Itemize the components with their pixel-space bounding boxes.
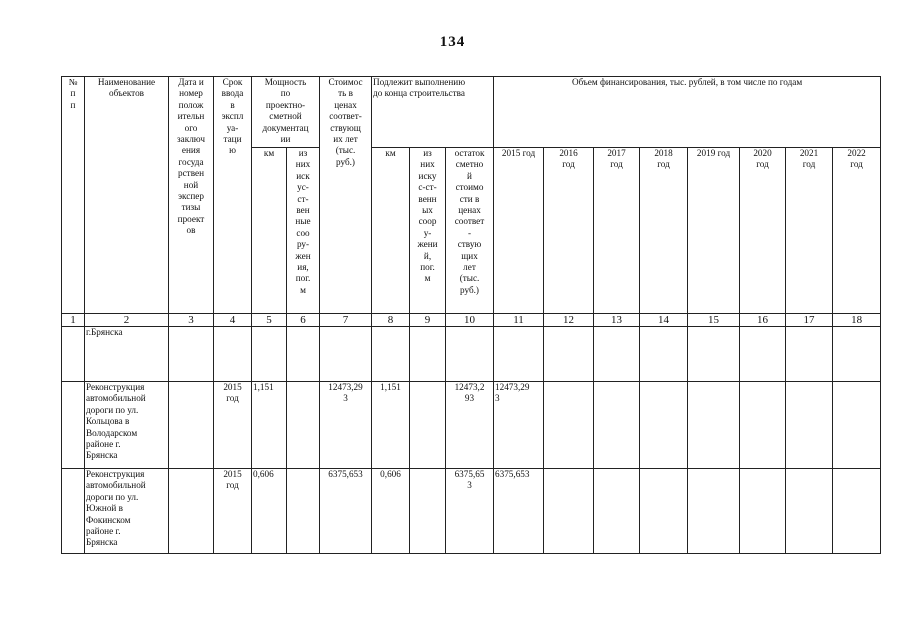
cell	[740, 327, 786, 382]
remaining-cost: 6375,65 3	[446, 469, 494, 554]
cell	[594, 327, 640, 382]
table-row	[62, 327, 881, 382]
column-number: 10	[446, 314, 494, 327]
column-number-row	[62, 314, 881, 327]
cell	[688, 382, 740, 469]
header-incl2: из них иску с-ст- венн ых соор у- жени й, пог. м	[410, 148, 446, 314]
estimated-cost: 6375,653	[320, 469, 372, 554]
column-number: 6	[287, 314, 320, 327]
financing-2015: 12473,29 3	[494, 382, 544, 469]
header-year: 2016 год	[544, 148, 594, 314]
cell	[410, 327, 446, 382]
financing-table	[61, 76, 881, 554]
header-num: № п п	[62, 77, 85, 314]
header-cost: Стоимос ть в ценах соответ- ствующ их лет (тыс. руб.)	[320, 77, 372, 314]
column-number: 2	[85, 314, 169, 327]
cell	[786, 327, 833, 382]
header-km2: км	[372, 148, 410, 314]
header-expertise: Дата и номер полож ительн ого заключ ения госуда рствен ной экспер тизы проект ов	[169, 77, 214, 314]
cell	[833, 382, 881, 469]
financing-2015: 6375,653	[494, 469, 544, 554]
cell	[62, 382, 85, 469]
header-name: Наименование объектов	[85, 77, 169, 314]
page-number: 134	[439, 34, 466, 50]
city-name: г.Брянска	[85, 327, 169, 382]
header-year: 2015 год	[494, 148, 544, 314]
cell	[169, 469, 214, 554]
header-year: 2017 год	[594, 148, 640, 314]
column-number: 13	[594, 314, 640, 327]
cell	[287, 327, 320, 382]
cell	[494, 327, 544, 382]
cell	[688, 469, 740, 554]
cell	[786, 382, 833, 469]
column-number: 1	[62, 314, 85, 327]
cell	[594, 382, 640, 469]
column-number: 14	[640, 314, 688, 327]
cell	[410, 382, 446, 469]
header-year: 2021 год	[786, 148, 833, 314]
cell	[169, 382, 214, 469]
header-km: км	[252, 148, 287, 314]
header-financing: Объем финансирования, тыс. рублей, в том числе по годам	[494, 77, 881, 148]
remaining-km: 1,151	[372, 382, 410, 469]
column-number: 8	[372, 314, 410, 327]
table-row	[62, 382, 881, 469]
header-year: 2019 год	[688, 148, 740, 314]
column-number: 12	[544, 314, 594, 327]
object-name: Реконструкция автомобильной дороги по ул. Южной в Фокинском районе г. Брянска	[85, 469, 169, 554]
cell	[833, 469, 881, 554]
cell	[62, 327, 85, 382]
header-capacity: Мощность по проектно- сметной документац ии	[252, 77, 320, 148]
column-number: 4	[214, 314, 252, 327]
cell	[544, 382, 594, 469]
column-number: 16	[740, 314, 786, 327]
column-number: 17	[786, 314, 833, 327]
capacity-km: 0,606	[252, 469, 287, 554]
cell	[252, 327, 287, 382]
commission-year: 2015 год	[214, 469, 252, 554]
table-row	[62, 469, 881, 554]
cell	[786, 469, 833, 554]
column-number: 5	[252, 314, 287, 327]
cell	[640, 382, 688, 469]
header-year: 2020 год	[740, 148, 786, 314]
header-commission: Срок ввода в экспл уа- таци ю	[214, 77, 252, 314]
cell	[640, 469, 688, 554]
cell	[446, 327, 494, 382]
column-number: 18	[833, 314, 881, 327]
cell	[320, 327, 372, 382]
header-to-complete: Подлежит выполнению до конца строительства	[372, 77, 494, 148]
cell	[594, 469, 640, 554]
cell	[169, 327, 214, 382]
remaining-km: 0,606	[372, 469, 410, 554]
capacity-km: 1,151	[252, 382, 287, 469]
column-number: 7	[320, 314, 372, 327]
header-year: 2022 год	[833, 148, 881, 314]
cell	[62, 469, 85, 554]
cell	[640, 327, 688, 382]
header-year: 2018 год	[640, 148, 688, 314]
cell	[740, 469, 786, 554]
column-number: 3	[169, 314, 214, 327]
column-number: 9	[410, 314, 446, 327]
estimated-cost: 12473,29 3	[320, 382, 372, 469]
cell	[287, 469, 320, 554]
cell	[740, 382, 786, 469]
header-row-1	[62, 77, 881, 148]
column-number: 11	[494, 314, 544, 327]
header-balance: остаток сметно й стоимо сти в ценах соответ - ствую щих лет (тыс. руб.)	[446, 148, 494, 314]
cell	[544, 469, 594, 554]
cell	[372, 327, 410, 382]
cell	[688, 327, 740, 382]
cell	[214, 327, 252, 382]
header-cap-incl: из них иск ус- ст- вен ные соо ру- жен ия, пог. м	[287, 148, 320, 314]
cell	[287, 382, 320, 469]
cell	[833, 327, 881, 382]
object-name: Реконструкция автомобильной дороги по ул. Кольцова в Володарском районе г. Брянска	[85, 382, 169, 469]
remaining-cost: 12473,2 93	[446, 382, 494, 469]
column-number: 15	[688, 314, 740, 327]
cell	[410, 469, 446, 554]
cell	[544, 327, 594, 382]
commission-year: 2015 год	[214, 382, 252, 469]
